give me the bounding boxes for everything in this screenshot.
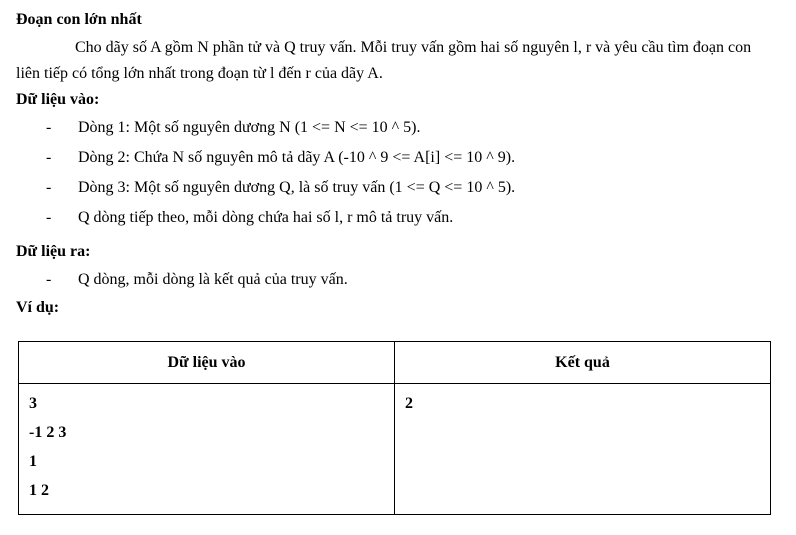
- input-section-heading: Dữ liệu vào:: [16, 91, 100, 108]
- list-item: [16, 143, 771, 173]
- table-cell-input: [19, 384, 395, 515]
- intro-paragraph: Cho dãy số A gồm N phần tử và Q truy vấn. Mỗi truy vấn gồm hai số nguyên l, r và yêu cầu tìm đoạn con liên tiếp có tổng lớn nhất trong đoạn từ l đến r của dãy A.: [16, 39, 752, 82]
- input-line: 1: [29, 453, 37, 470]
- dash-bullet: -: [46, 271, 52, 288]
- list-item: [16, 173, 771, 203]
- dash-bullet: -: [46, 119, 52, 136]
- table-header-output: Kết quả: [395, 342, 771, 384]
- page-title: Đoạn con lớn nhất: [16, 11, 142, 28]
- list-item-text: Q dòng, mỗi dòng là kết quả của truy vấn.: [78, 271, 348, 288]
- example-table: [18, 341, 771, 515]
- table-row: [19, 384, 771, 515]
- output-line: 2: [405, 395, 413, 412]
- list-item-text: Dòng 3: Một số nguyên dương Q, là số truy vấn (1 <= Q <= 10 ^ 5).: [78, 179, 516, 196]
- table-header-input: Dữ liệu vào: [19, 342, 395, 384]
- list-item: [16, 265, 771, 295]
- list-item-text: Dòng 1: Một số nguyên dương N (1 <= N <= 10 ^ 5).: [78, 119, 421, 136]
- dash-bullet: -: [46, 149, 52, 166]
- dash-bullet: -: [46, 179, 52, 196]
- example-section-heading: Ví dụ:: [16, 299, 60, 316]
- table-header-row: [19, 342, 771, 384]
- list-item-text: Q dòng tiếp theo, mỗi dòng chứa hai số l, r mô tả truy vấn.: [78, 209, 454, 226]
- input-line: 1 2: [29, 482, 49, 499]
- list-item-text: Dòng 2: Chứa N số nguyên mô tả dãy A (-10 ^ 9 <= A[i] <= 10 ^ 9).: [78, 149, 516, 166]
- dash-bullet: -: [46, 209, 52, 226]
- input-line: -1 2 3: [29, 424, 67, 441]
- list-item: [16, 113, 771, 143]
- input-list: [16, 113, 771, 233]
- table-cell-output: [395, 384, 771, 515]
- output-list: [16, 265, 771, 295]
- input-line: 3: [29, 395, 37, 412]
- output-section-heading: Dữ liệu ra:: [16, 243, 91, 260]
- list-item: [16, 203, 771, 233]
